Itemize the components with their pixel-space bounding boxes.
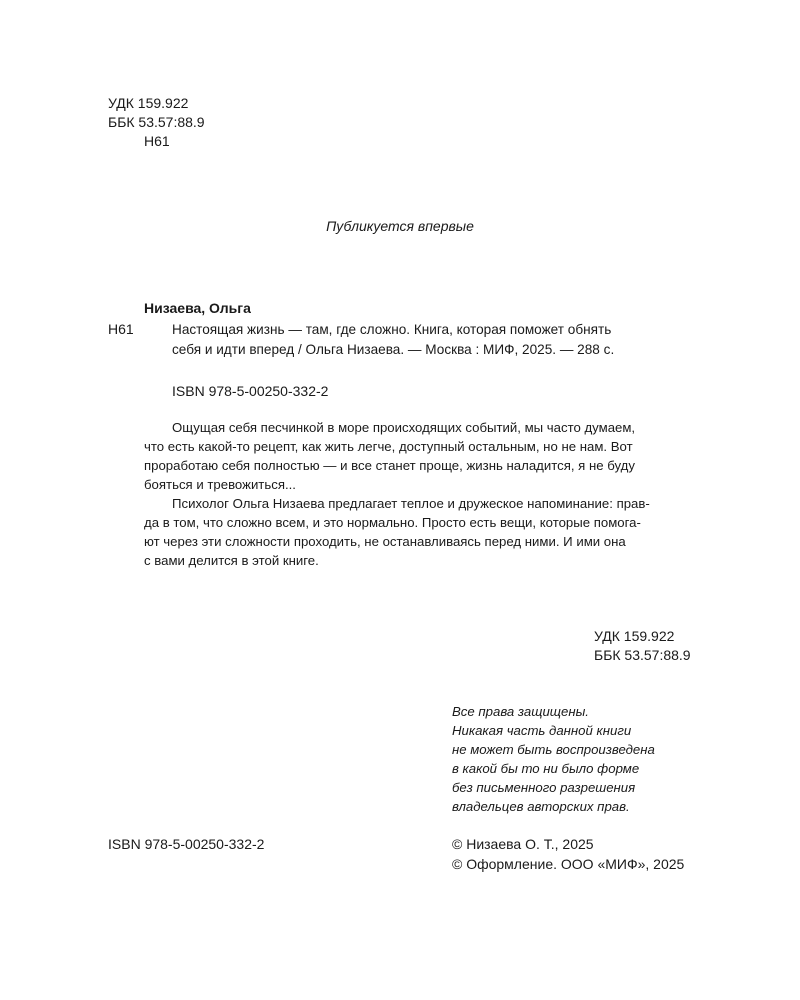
bib-description-line: себя и идти вперед / Ольга Низаева. — Москва : МИФ, 2025. — 288 с. <box>172 342 615 357</box>
annotation-line: проработаю себя полностью — и все станет проще, жизнь наладится, я не буду <box>144 458 635 473</box>
bib-description-line: Настоящая жизнь — там, где сложно. Книга, которая поможет обнять <box>172 322 612 337</box>
annotation-line: с вами делится в этой книге. <box>144 553 319 568</box>
rights-line: не может быть воспроизведена <box>452 742 655 757</box>
rights-line: без письменного разрешения <box>452 780 636 795</box>
annotation-line: Ощущая себя песчинкой в море происходящих событий, мы часто думаем, <box>172 420 636 435</box>
annotation-line: Психолог Ольга Низаева предлагает теплое и дружеское напоминание: прав- <box>172 496 650 511</box>
publication-note: Публикуется впервые <box>326 218 474 234</box>
author-mark: Н61 <box>144 133 170 149</box>
bbk-code: ББК 53.57:88.9 <box>594 647 691 663</box>
copyright-line: © Низаева О. Т., 2025 <box>452 836 594 852</box>
annotation-paragraph-2 <box>144 494 694 570</box>
annotation <box>144 418 694 570</box>
annotation-line: бояться и тревожиться... <box>144 477 296 492</box>
udk-code: УДК 159.922 <box>108 95 189 111</box>
udk-code: УДК 159.922 <box>594 628 675 644</box>
annotation-line: ют через эти сложности проходить, не останавливаясь перед ними. И ими она <box>144 534 626 549</box>
bib-author: Низаева, Ольга <box>144 300 251 316</box>
rights-line: владельцев авторских прав. <box>452 799 630 814</box>
annotation-line: что есть какой-то рецепт, как жить легче, доступный остальным, но не нам. Вот <box>144 439 633 454</box>
bib-description <box>172 320 694 360</box>
bbk-code: ББК 53.57:88.9 <box>108 114 205 130</box>
bib-isbn: ISBN 978-5-00250-332-2 <box>172 383 329 399</box>
rights-notice <box>452 702 655 816</box>
classification-codes-right <box>594 627 691 665</box>
copyright-line: © Оформление. ООО «МИФ», 2025 <box>452 856 685 872</box>
annotation-paragraph-1 <box>144 418 694 494</box>
rights-line: в какой бы то ни было форме <box>452 761 640 776</box>
copyright-notice <box>452 835 684 875</box>
rights-line: Все права защищены. <box>452 704 589 719</box>
bib-author-mark: Н61 <box>108 321 134 337</box>
bottom-isbn: ISBN 978-5-00250-332-2 <box>108 836 265 852</box>
annotation-line: да в том, что сложно всем, и это нормально. Просто есть вещи, которые помога- <box>144 515 641 530</box>
rights-line: Никакая часть данной книги <box>452 723 632 738</box>
classification-codes-top <box>108 94 205 151</box>
